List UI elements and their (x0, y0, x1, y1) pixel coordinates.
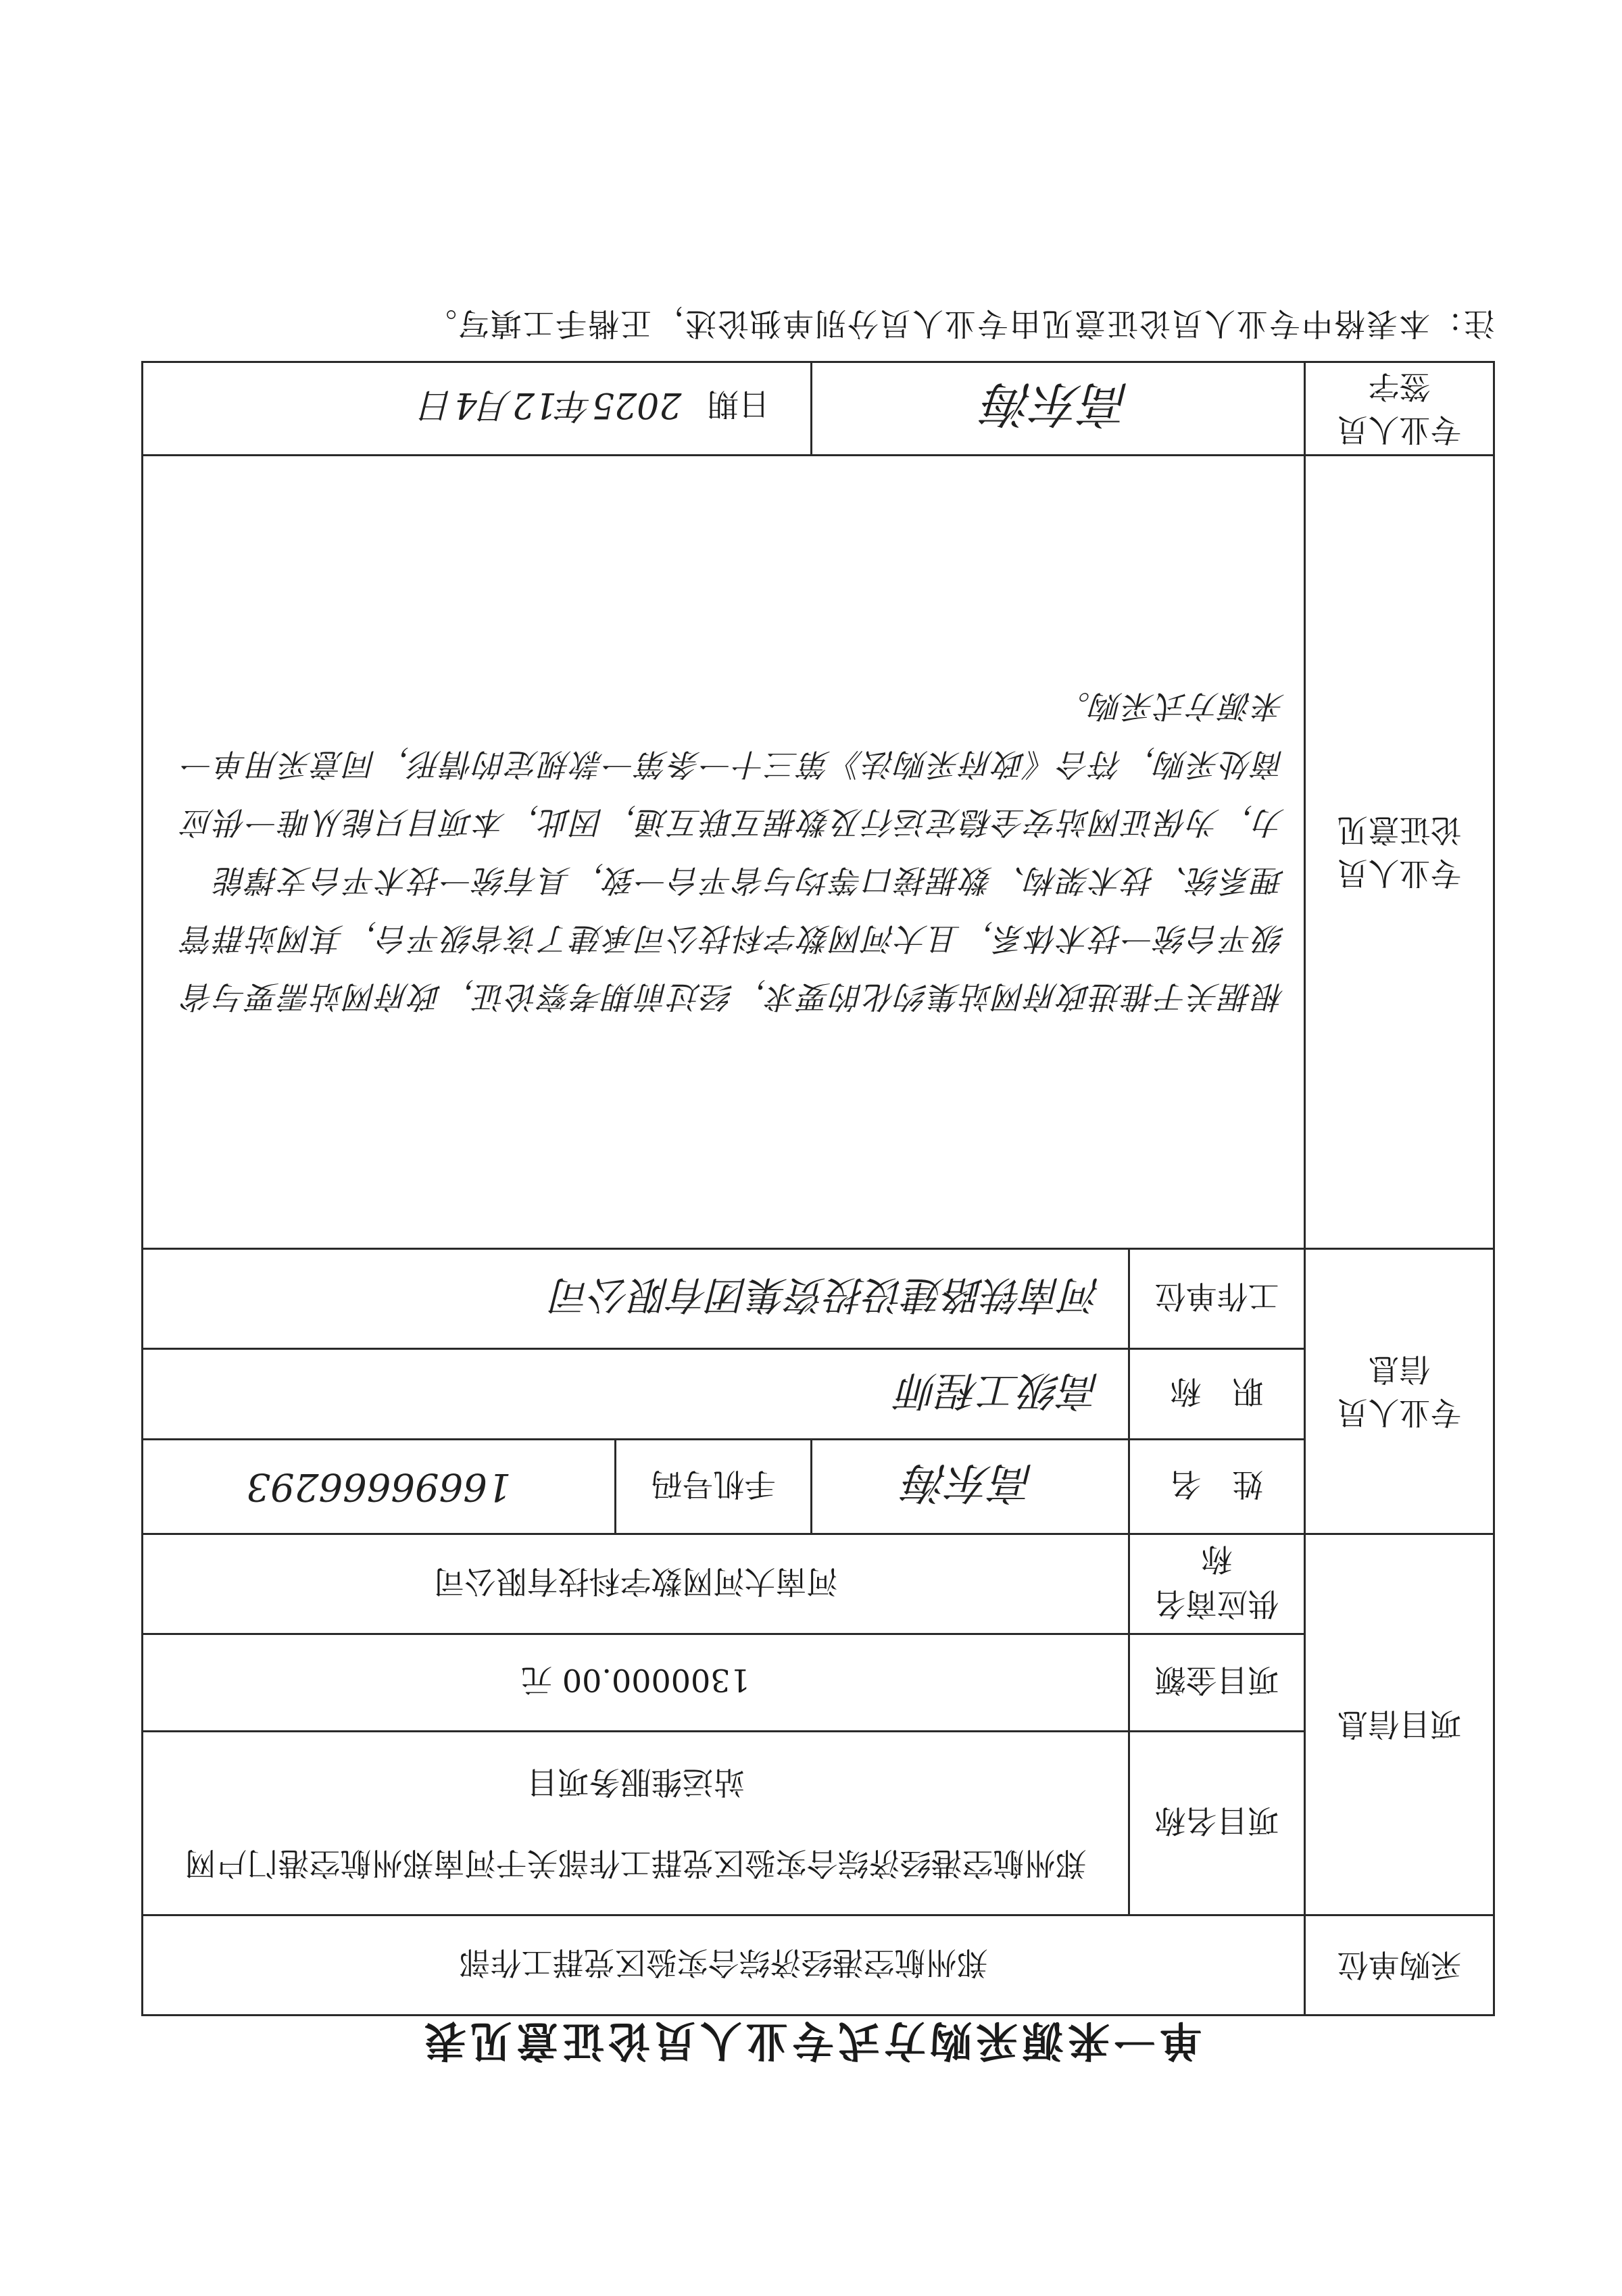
expert-title-row (143, 1349, 1494, 1440)
phone-value: 16696666293 (143, 1440, 616, 1534)
date-value: 2025年12月4日 (419, 385, 682, 425)
date-label: 日期 (708, 386, 770, 422)
form-title: 单一来源采购方式专业人员论证意见表 (420, 2016, 1202, 2066)
supplier-row (143, 1534, 1494, 1634)
opinion-label: 专业人员论证意见 (1337, 812, 1462, 892)
expert-title-label: 职 称 (1129, 1349, 1305, 1440)
signature-row (143, 362, 1494, 456)
work-unit-row (143, 1249, 1494, 1349)
signature-value: 高东海 (812, 362, 1305, 456)
project-name-value: 郑州航空港经济综合实验区党群工作部关于河南郑州航空港门户网站运维服务项目 (143, 1732, 1129, 1915)
project-name-row (143, 1732, 1494, 1915)
expert-title-value: 高级工程师 (143, 1349, 1129, 1440)
work-unit-value: 河南铁路建设投资集团有限公司 (143, 1249, 1129, 1349)
expert-name-label: 姓 名 (1129, 1440, 1305, 1534)
opinion-row (143, 456, 1494, 1249)
purchaser-value: 郑州航空港经济综合实验区党群工作部 (143, 1915, 1305, 2016)
opinion-section (1305, 456, 1494, 1249)
work-unit-label: 工作单位 (1129, 1249, 1305, 1349)
date-cell (143, 362, 812, 456)
project-amount-label: 项目金额 (1129, 1634, 1305, 1732)
expert-name-row (143, 1440, 1494, 1534)
project-amount-row (143, 1634, 1494, 1732)
supplier-label: 供应商名称 (1129, 1534, 1305, 1634)
project-info-label: 项目信息 (1337, 1706, 1462, 1743)
signature-label: 专业人员签字 (1305, 362, 1494, 456)
supplier-value: 河南大河网数字科技有限公司 (143, 1534, 1129, 1634)
project-name-label: 项目名称 (1129, 1732, 1305, 1915)
opinion-form-table (141, 361, 1495, 2016)
expert-info-section (1305, 1249, 1494, 1534)
purchaser-label: 采购单位 (1305, 1915, 1494, 2016)
purchaser-row (143, 1915, 1494, 2016)
footnote: 注：本表格中专业人员论证意见由专业人员分别单独论述，正楷手工填写。 (424, 306, 1495, 342)
phone-label: 手机号码 (616, 1440, 812, 1534)
project-info-section-label (1305, 1534, 1494, 1915)
expert-info-label: 专业人员信息 (1337, 1351, 1462, 1432)
opinion-text: 根据关于推进政府网站集约化的要求，经过前期考察论证，政府网站需要与省级平台统一技术体系，且大河网数字科技公司承建了该省级平台，其网站群管理系统、技术架构、数据接口等均与省平台一致，具有统一技术平台支撑能力，为保证网站安全稳定运行及数据互联互通，因此，本项目只能从唯一供应商处采购，符合《政府采购法》第三十一条第一款规定的情形，同意采用单一来源方式采购。 (143, 456, 1305, 1249)
project-amount-value: 1300000.00 元 (143, 1634, 1129, 1732)
expert-name-value: 高东海 (812, 1440, 1129, 1534)
